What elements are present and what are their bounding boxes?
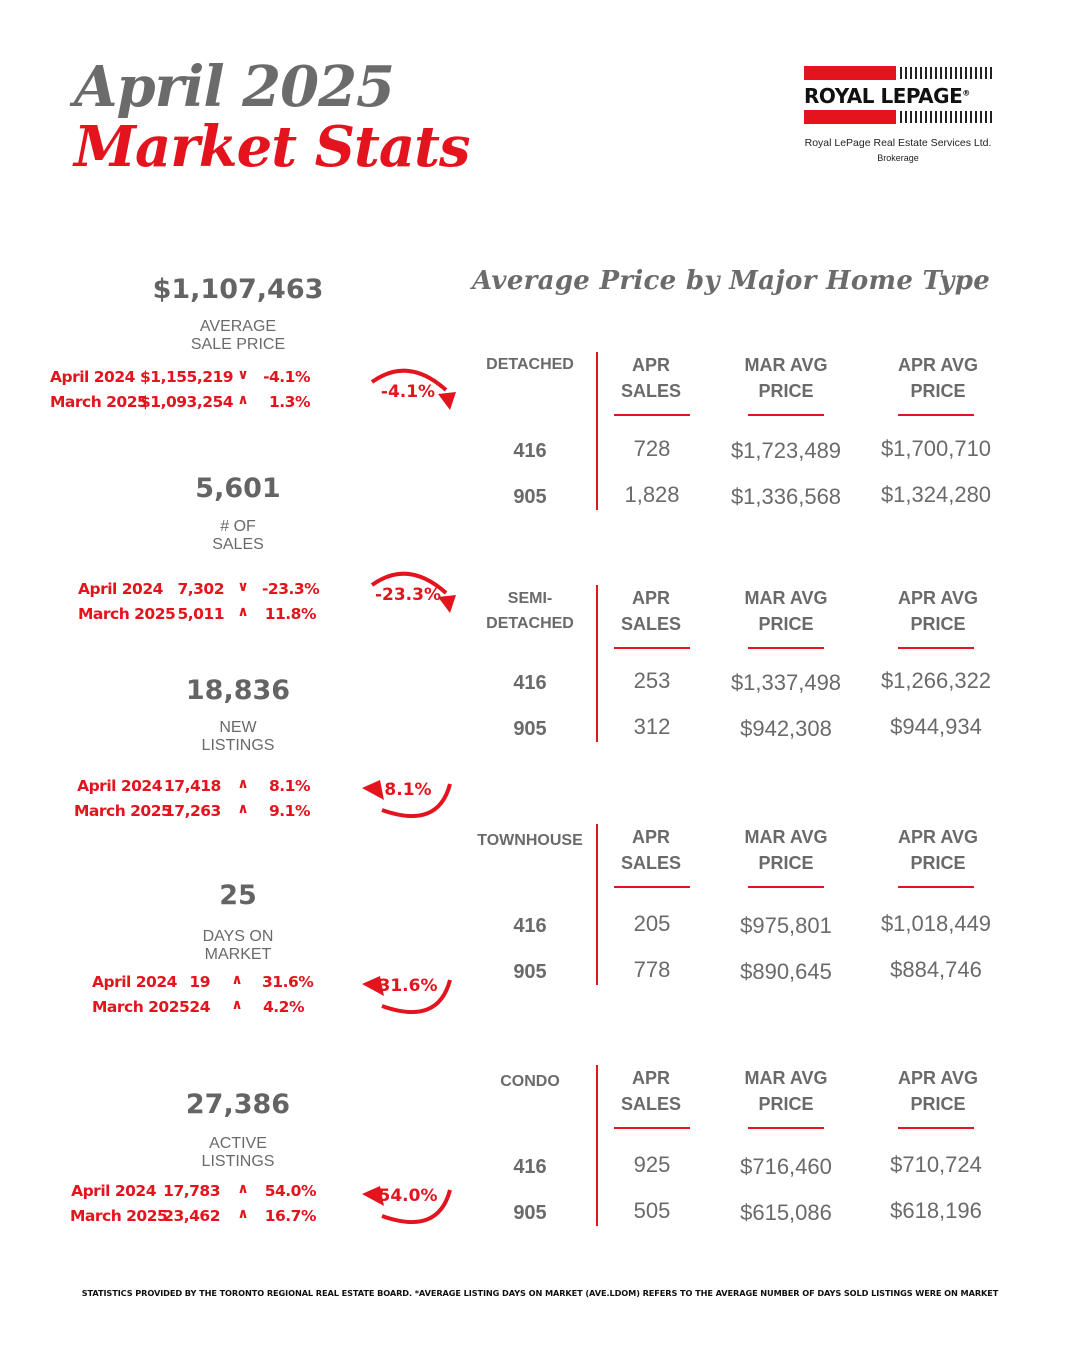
footer-note: STATISTICS PROVIDED BY THE TORONTO REGIONAL REAL ESTATE BOARD. *AVERAGE LISTING DAYS ON MARKET (AVE.LDOM) REFERS TO THE AVERAGE NUMBER OF DAYS SOLD LISTINGS WERE ON MARKET <box>81 1288 999 1298</box>
apr-avg-price-value: $1,324,280 <box>880 482 992 507</box>
compare-period: April 2024 <box>71 1182 156 1200</box>
compare-change: 16.7% <box>264 1207 316 1225</box>
header-apr-avg-price <box>876 824 1000 876</box>
stat-value: 18,836 <box>185 675 291 706</box>
apr-avg-price-value: $1,018,449 <box>880 911 992 936</box>
compare-prior-value: $1,093,254 <box>140 393 234 411</box>
home-type-name-line2: DETACHED <box>486 615 574 632</box>
stat-label-line1: NEW <box>219 719 257 736</box>
mar-avg-price-value: $890,645 <box>740 959 832 984</box>
apr-avg-price-value: $1,266,322 <box>880 668 992 693</box>
region-label: 416 <box>513 440 547 462</box>
change-badge-text: -23.3% <box>374 585 442 605</box>
home-type-name: DETACHED <box>486 356 574 373</box>
header-apr-avg-line2: PRICE <box>910 381 966 401</box>
compare-change: 9.1% <box>269 802 310 820</box>
compare-prior-value: 19 <box>189 973 210 991</box>
compare-period: March 2025 <box>74 802 172 820</box>
logo-brand-text: ROYAL LEPAGE <box>804 84 963 108</box>
header-apr-sales-line2: SALES <box>620 853 681 873</box>
apr-sales-value: 205 <box>633 911 671 936</box>
home-type-name: TOWNHOUSE <box>477 832 583 849</box>
mar-avg-price-value: $1,723,489 <box>730 438 842 463</box>
header-apr-avg-price <box>876 585 1000 637</box>
page-title-date: April 2025 <box>74 54 395 120</box>
header-apr-avg-price <box>876 352 1000 404</box>
compare-period: March 2025 <box>92 998 190 1016</box>
header-underline <box>898 647 974 649</box>
logo-red-bar-bottom <box>804 110 896 124</box>
compare-prior-value: 17,263 <box>164 802 221 820</box>
apr-avg-price-value: $710,724 <box>890 1152 982 1177</box>
mar-avg-price-value: $975,801 <box>740 913 832 938</box>
logo-barcode-top <box>900 67 992 79</box>
header-apr-avg-price <box>876 1065 1000 1117</box>
chevron-up-icon: ∧ <box>237 776 249 792</box>
header-apr-sales <box>612 352 690 404</box>
apr-sales-value: 925 <box>633 1152 671 1177</box>
logo-barcode-bottom <box>900 111 992 123</box>
header-mar-avg-line2: PRICE <box>758 381 814 401</box>
stat-value: $1,107,463 <box>152 274 324 305</box>
compare-prior-value: 17,418 <box>164 777 221 795</box>
logo-brand <box>804 84 992 108</box>
header-apr-sales <box>612 585 690 637</box>
header-mar-avg-price <box>726 352 846 404</box>
royal-lepage-logo <box>804 64 992 164</box>
compare-change: 31.6% <box>262 973 314 991</box>
compare-change: 11.8% <box>264 605 316 623</box>
chevron-up-icon: ∧ <box>237 801 249 817</box>
header-mar-avg-line2: PRICE <box>758 614 814 634</box>
header-mar-avg-price <box>726 824 846 876</box>
region-label: 905 <box>513 961 547 983</box>
stat-label-line2: MARKET <box>204 946 272 963</box>
header-apr-avg-line1: APR AVG <box>897 1068 978 1088</box>
header-mar-avg-line1: MAR AVG <box>744 588 828 608</box>
region-label: 905 <box>513 718 547 740</box>
change-badge <box>358 966 458 1022</box>
region-label: 905 <box>513 1202 547 1224</box>
compare-period: March 2025 <box>70 1207 168 1225</box>
compare-period: April 2024 <box>50 368 135 386</box>
chevron-up-icon: ∧ <box>237 392 249 408</box>
header-underline <box>614 414 690 416</box>
header-apr-sales-line2: SALES <box>620 614 681 634</box>
compare-prior-value: 24 <box>189 998 210 1016</box>
apr-sales-value: 728 <box>633 436 671 461</box>
apr-avg-price-value: $884,746 <box>890 957 982 982</box>
stat-label-line2: SALES <box>212 536 264 553</box>
header-apr-avg-line1: APR AVG <box>897 588 978 608</box>
compare-change: 54.0% <box>264 1182 316 1200</box>
compare-prior-value: $1,155,219 <box>140 368 234 386</box>
header-underline <box>898 1127 974 1129</box>
apr-sales-value: 253 <box>633 668 671 693</box>
header-apr-sales <box>612 824 690 876</box>
apr-sales-value: 1,828 <box>624 482 680 507</box>
home-type-name: CONDO <box>500 1073 560 1090</box>
header-mar-avg-price <box>726 585 846 637</box>
chevron-up-icon: ∧ <box>231 972 243 988</box>
compare-prior-value: 17,783 <box>163 1182 220 1200</box>
change-badge-text: 8.1% <box>384 780 432 800</box>
change-badge <box>358 1176 458 1232</box>
change-badge-text: -4.1% <box>380 382 436 402</box>
apr-avg-price-value: $944,934 <box>890 714 982 739</box>
header-apr-avg-line2: PRICE <box>910 1094 966 1114</box>
compare-period: March 2025 <box>78 605 176 623</box>
header-apr-avg-line1: APR AVG <box>897 355 978 375</box>
stat-value: 5,601 <box>195 473 281 504</box>
home-type-name: SEMI- <box>507 590 553 607</box>
stat-label-line2: LISTINGS <box>201 737 275 754</box>
stat-label-line2: LISTINGS <box>201 1153 275 1170</box>
header-underline <box>898 414 974 416</box>
compare-prior-value: 23,462 <box>163 1207 220 1225</box>
header-underline <box>614 1127 690 1129</box>
apr-sales-value: 312 <box>633 714 671 739</box>
apr-avg-price-value: $618,196 <box>890 1198 982 1223</box>
mar-avg-price-value: $615,086 <box>740 1200 832 1225</box>
change-badge <box>358 770 458 826</box>
mar-avg-price-value: $942,308 <box>740 716 832 741</box>
region-label: 905 <box>513 486 547 508</box>
compare-change: 4.2% <box>263 998 304 1016</box>
compare-prior-value: 7,302 <box>177 580 224 598</box>
header-underline <box>748 886 824 888</box>
mar-avg-price-value: $716,460 <box>740 1154 832 1179</box>
header-mar-avg-line2: PRICE <box>758 853 814 873</box>
apr-avg-price-value: $1,700,710 <box>880 436 992 461</box>
header-mar-avg-line1: MAR AVG <box>744 827 828 847</box>
change-badge-text: 31.6% <box>378 976 438 996</box>
stat-label-line1: ACTIVE <box>209 1135 267 1152</box>
chevron-down-icon: ∨ <box>237 367 249 383</box>
page-title: Market Stats <box>74 114 470 180</box>
compare-period: April 2024 <box>78 580 163 598</box>
header-apr-sales-line1: APR <box>631 827 670 847</box>
header-apr-sales-line1: APR <box>631 1068 670 1088</box>
logo-registered-mark: ® <box>962 88 970 98</box>
stat-value: 27,386 <box>185 1089 291 1120</box>
header-mar-avg-line1: MAR AVG <box>744 1068 828 1088</box>
header-apr-sales-line2: SALES <box>620 381 681 401</box>
header-apr-sales-line1: APR <box>631 588 670 608</box>
region-label: 416 <box>513 1156 547 1178</box>
apr-sales-value: 778 <box>633 957 671 982</box>
mar-avg-price-value: $1,337,498 <box>730 670 842 695</box>
compare-change: 1.3% <box>269 393 310 411</box>
header-apr-sales-line2: SALES <box>620 1094 681 1114</box>
chevron-up-icon: ∧ <box>231 997 243 1013</box>
header-underline <box>614 647 690 649</box>
header-apr-avg-line1: APR AVG <box>897 827 978 847</box>
chevron-down-icon: ∨ <box>237 579 249 595</box>
apr-sales-value: 505 <box>633 1198 671 1223</box>
chevron-up-icon: ∧ <box>237 604 249 620</box>
header-underline <box>614 886 690 888</box>
change-badge <box>358 364 458 420</box>
header-apr-sales-line1: APR <box>631 355 670 375</box>
section-title: Average Price by Major Home Type <box>472 266 991 296</box>
header-underline <box>748 414 824 416</box>
compare-change: -4.1% <box>263 368 310 386</box>
region-label: 416 <box>513 672 547 694</box>
logo-brokerage: Brokerage <box>877 153 919 163</box>
header-mar-avg-price <box>726 1065 846 1117</box>
stat-label-line2: SALE PRICE <box>190 336 286 353</box>
header-mar-avg-line2: PRICE <box>758 1094 814 1114</box>
header-mar-avg-line1: MAR AVG <box>744 355 828 375</box>
stat-value: 25 <box>219 880 257 911</box>
compare-prior-value: 5,011 <box>177 605 224 623</box>
chevron-up-icon: ∧ <box>237 1206 249 1222</box>
region-label: 416 <box>513 915 547 937</box>
header-underline <box>748 647 824 649</box>
header-underline <box>748 1127 824 1129</box>
compare-change: 8.1% <box>269 777 310 795</box>
compare-change: -23.3% <box>262 580 320 598</box>
compare-period: April 2024 <box>92 973 177 991</box>
logo-company: Royal LePage Real Estate Services Ltd. <box>804 137 992 149</box>
change-badge-text: 54.0% <box>378 1186 438 1206</box>
chevron-up-icon: ∧ <box>237 1181 249 1197</box>
header-apr-avg-line2: PRICE <box>910 853 966 873</box>
header-underline <box>898 886 974 888</box>
compare-period: March 2025 <box>50 393 148 411</box>
logo-red-bar <box>804 66 896 80</box>
compare-period: April 2024 <box>77 777 162 795</box>
change-badge <box>358 567 458 623</box>
stat-label-line1: # OF <box>220 518 256 535</box>
stat-label-line1: DAYS ON <box>202 928 274 945</box>
stat-label-line1: AVERAGE <box>199 318 277 335</box>
mar-avg-price-value: $1,336,568 <box>730 484 842 509</box>
header-apr-avg-line2: PRICE <box>910 614 966 634</box>
header-apr-sales <box>612 1065 690 1117</box>
